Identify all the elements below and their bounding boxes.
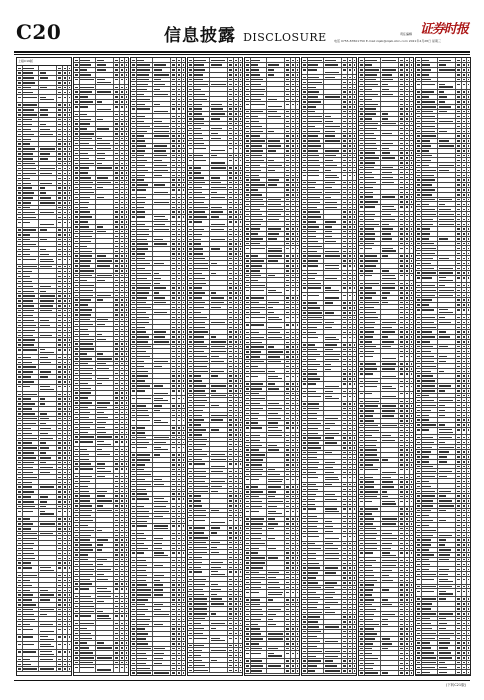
listing-row: [302, 68, 356, 76]
masthead: [14, 18, 470, 48]
listing-row: [188, 570, 242, 578]
listing-row: [302, 382, 356, 390]
listing-row: [17, 95, 71, 103]
listing-row: [245, 102, 299, 110]
listing-row: [188, 462, 242, 470]
listing-row: [188, 146, 242, 154]
listing-row: [359, 274, 413, 282]
listing-row: [74, 614, 128, 622]
listing-row: [74, 105, 128, 113]
masthead-rule-thin: [14, 54, 470, 55]
listing-row: [188, 668, 242, 673]
listing-row: [416, 308, 470, 316]
listing-row: [302, 286, 356, 294]
listing-row: [359, 392, 413, 400]
listing-row: [245, 426, 299, 434]
listing-row: [416, 428, 470, 436]
listing-column: [130, 57, 186, 676]
footer-rule: [14, 680, 470, 681]
listing-row: [245, 374, 299, 382]
listing-column: [16, 57, 72, 676]
listing-row: [302, 335, 356, 343]
listing-row: [131, 215, 185, 223]
listing-row: [245, 590, 299, 598]
listing-row: [245, 288, 299, 296]
listing-row: [131, 389, 185, 397]
listing-row: [302, 173, 356, 181]
listing-row: [17, 566, 71, 574]
contact-line: 电话 0755-83501750 E-mail zqsb@zqsb.stcn.com 2021年4月28日 星期三: [334, 39, 442, 43]
listing-row: [131, 396, 185, 404]
listing-column: [301, 57, 357, 676]
listing-row: [245, 323, 299, 331]
listing-row: [188, 158, 242, 166]
listing-row: [302, 394, 356, 402]
listing-row: [74, 440, 128, 448]
listing-row: [74, 665, 128, 673]
listing-row: [359, 468, 413, 476]
listing-row: [74, 467, 128, 475]
listing-row: [74, 587, 128, 595]
listing-row: [131, 524, 185, 532]
listing-row: [359, 205, 413, 213]
listing-row: [245, 669, 299, 674]
listing-row: [302, 507, 356, 515]
column-heading: 上接C19版: [17, 58, 71, 66]
listing-row: [416, 670, 470, 675]
listing-row: [17, 627, 71, 635]
listing-row: [17, 650, 71, 658]
listing-row: [17, 642, 71, 650]
listing-row: [302, 264, 356, 272]
listing-row: [131, 445, 185, 453]
listing-row: [302, 534, 356, 542]
listing-row: [17, 257, 71, 265]
continuation-note: (下转C21版): [445, 683, 466, 687]
listing-row: [416, 589, 470, 597]
listing-row: [188, 518, 242, 526]
section-title-english: DISCLOSURE: [243, 31, 327, 44]
listing-row: [245, 651, 299, 659]
listing-row: [131, 107, 185, 115]
listing-column: [73, 57, 129, 676]
listing-row: [359, 671, 413, 676]
listing-row: [302, 475, 356, 483]
listing-row: [245, 477, 299, 485]
page-number: C20: [16, 20, 62, 44]
section-title: [164, 21, 327, 46]
listing-row: [131, 188, 185, 196]
newspaper-logo: 证券时报: [419, 22, 468, 37]
editor-line: 责任编辑: [400, 32, 413, 36]
listing-column: [358, 57, 414, 676]
listing-row: [17, 635, 71, 643]
listing-row: [188, 636, 242, 644]
listing-row: [17, 220, 71, 228]
listing-row: [131, 551, 185, 559]
listing-row: [17, 385, 71, 393]
section-title-chinese: 信息披露: [164, 26, 236, 46]
listing-row: [17, 348, 71, 356]
listing-row: [359, 246, 413, 254]
listing-column: [187, 57, 243, 676]
listing-row: [359, 372, 413, 380]
listing-row: [416, 276, 470, 284]
listing-row: [359, 499, 413, 507]
listing-row: [188, 220, 242, 228]
listing-row: [359, 551, 413, 559]
listing-column: [415, 57, 471, 676]
listing-row: [74, 78, 128, 86]
listing-row: [131, 497, 185, 505]
listing-row: [131, 418, 185, 426]
listing-row: [17, 509, 71, 517]
masthead-rule: [14, 51, 470, 53]
listing-row: [416, 577, 470, 585]
listing-row: [245, 315, 299, 323]
listing-row: [245, 509, 299, 517]
listing-row: [416, 82, 470, 90]
listing-row: [359, 354, 413, 362]
listing-row: [17, 667, 71, 672]
listing-row: [302, 293, 356, 301]
listing-row: [359, 384, 413, 392]
listing-row: [245, 246, 299, 254]
listing-row: [131, 671, 185, 676]
listing-column: [244, 57, 300, 676]
listing-row: [302, 669, 356, 674]
